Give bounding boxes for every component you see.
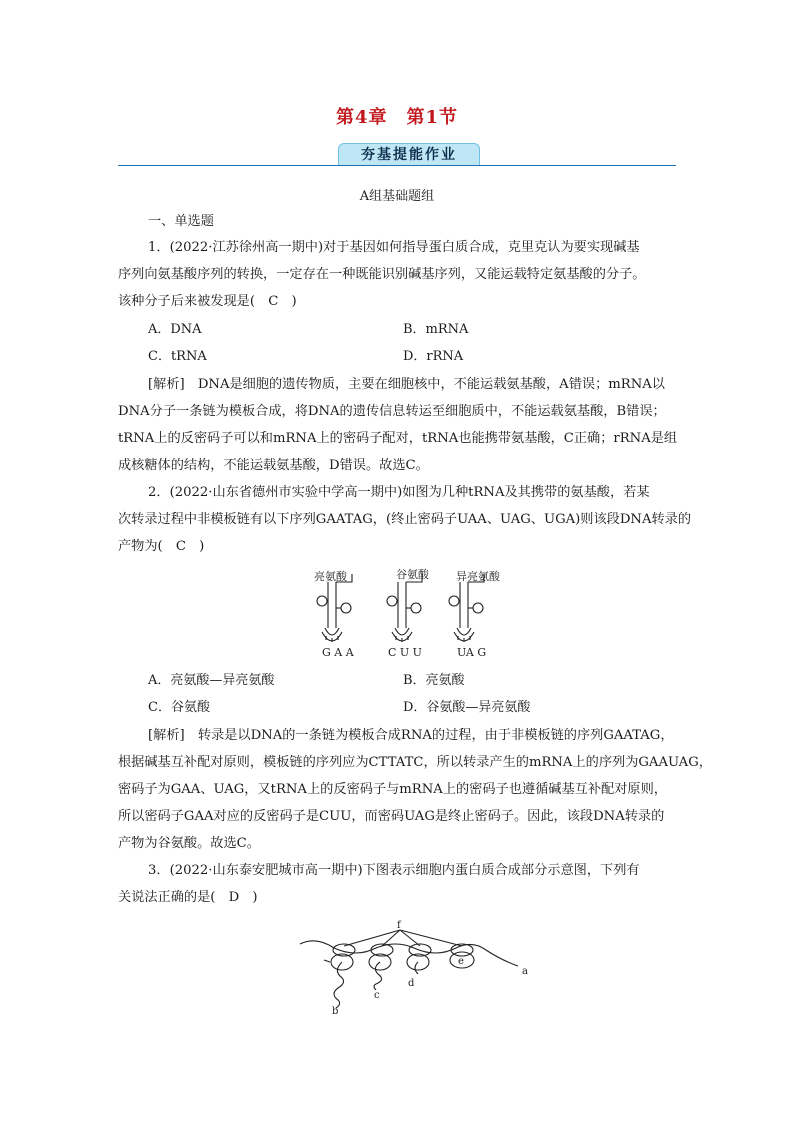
q3-line-2: 关说法正确的是( D ) bbox=[118, 890, 258, 905]
section-heading: 一、单选题 bbox=[148, 214, 214, 229]
anticodon-2: C U U bbox=[388, 646, 422, 659]
amino-label-3: 异亮氨酸 bbox=[456, 570, 500, 583]
q1-analysis-1: [解析] DNA是细胞的遗传物质，主要在细胞核中，不能运载氨基酸，A错误；mRNA以 bbox=[148, 377, 665, 392]
q2-option-c: C．谷氨酸 bbox=[148, 700, 210, 715]
q2-analysis-2: 根据碱基互补配对原则，模板链的序列应为CTTATC，所以转录产生的mRNA上的序列为GAAUAG， bbox=[118, 755, 712, 770]
q1-analysis-4: 成核糖体的结构，不能运载氨基酸，D错误。故选C。 bbox=[118, 458, 429, 473]
q2-analysis-5: 产物为谷氨酸。故选C。 bbox=[118, 836, 260, 851]
q2-option-b: B．亮氨酸 bbox=[403, 673, 465, 688]
q1-option-c: C．tRNA bbox=[148, 349, 207, 364]
q1-analysis-2: DNA分子一条链为模板合成，将DNA的遗传信息转运至细胞质中，不能运载氨基酸，B错误； bbox=[118, 404, 666, 419]
q2-analysis-3: 密码子为GAA、UAG，又tRNA上的反密码子与mRNA上的密码子也遵循碱基互补配对原则， bbox=[118, 782, 667, 797]
q1-line-2: 序列向氨基酸序列的转换，一定存在一种既能识别碱基序列，又能运载特定氨基酸的分子。 bbox=[118, 267, 646, 282]
label-c: c bbox=[374, 990, 380, 1001]
q1-line-3: 该种分子后来被发现是( C ) bbox=[118, 294, 297, 309]
q2-line-1: 2．(2022·山东省德州市实验中学高一期中)如图为几种tRNA及其携带的氨基酸，若某 bbox=[148, 485, 650, 500]
label-e: e bbox=[458, 956, 464, 967]
group-title: A组基础题组 bbox=[359, 189, 435, 204]
header-rule bbox=[118, 165, 676, 166]
label-b: b bbox=[332, 1006, 339, 1014]
label-d: d bbox=[408, 978, 415, 989]
q1-line-1: 1．(2022·江苏徐州高一期中)对于基因如何指导蛋白质合成，克里克认为要实现碱基 bbox=[148, 240, 640, 255]
q1-option-b: B．mRNA bbox=[403, 322, 469, 337]
homework-badge: 夯基提能作业 bbox=[338, 143, 480, 166]
q1-option-a: A．DNA bbox=[148, 322, 202, 337]
trna-figure bbox=[300, 568, 510, 660]
q1-option-d: D．rRNA bbox=[403, 349, 464, 364]
q2-analysis-4: 所以密码子GAA对应的反密码子是CUU，而密码UAG是终止密码子。因此，该段DNA转录的 bbox=[118, 809, 665, 824]
anticodon-3: UA G bbox=[457, 646, 487, 659]
anticodon-1: G A A bbox=[322, 646, 354, 659]
q2-line-2: 次转录过程中非模板链有以下序列GAATAG，(终止密码子UAA、UAG、UGA)则该段DNA转录的 bbox=[118, 512, 692, 527]
label-a: a bbox=[522, 966, 528, 977]
chapter-title: 第4章 第1节 bbox=[335, 107, 459, 128]
amino-label-1: 亮氨酸 bbox=[314, 570, 347, 583]
q2-option-a: A．亮氨酸—异亮氨酸 bbox=[148, 673, 275, 688]
q2-analysis-1: [解析] 转录是以DNA的一条链为模板合成RNA的过程，由于非模板链的序列GAATAG， bbox=[148, 728, 674, 743]
amino-label-2: 谷氨酸 bbox=[396, 568, 429, 581]
q1-analysis-3: tRNA上的反密码子可以和mRNA上的密码子配对，tRNA也能携带氨基酸，C正确；rRNA是组 bbox=[118, 431, 678, 446]
q3-line-1: 3．(2022·山东泰安肥城市高一期中)下图表示细胞内蛋白质合成部分示意图，下列有 bbox=[148, 863, 640, 878]
label-f: f bbox=[397, 920, 401, 931]
polysome-figure bbox=[296, 918, 532, 1014]
q2-line-3: 产物为( C ) bbox=[118, 539, 205, 554]
q2-option-d: D．谷氨酸—异亮氨酸 bbox=[403, 700, 531, 715]
